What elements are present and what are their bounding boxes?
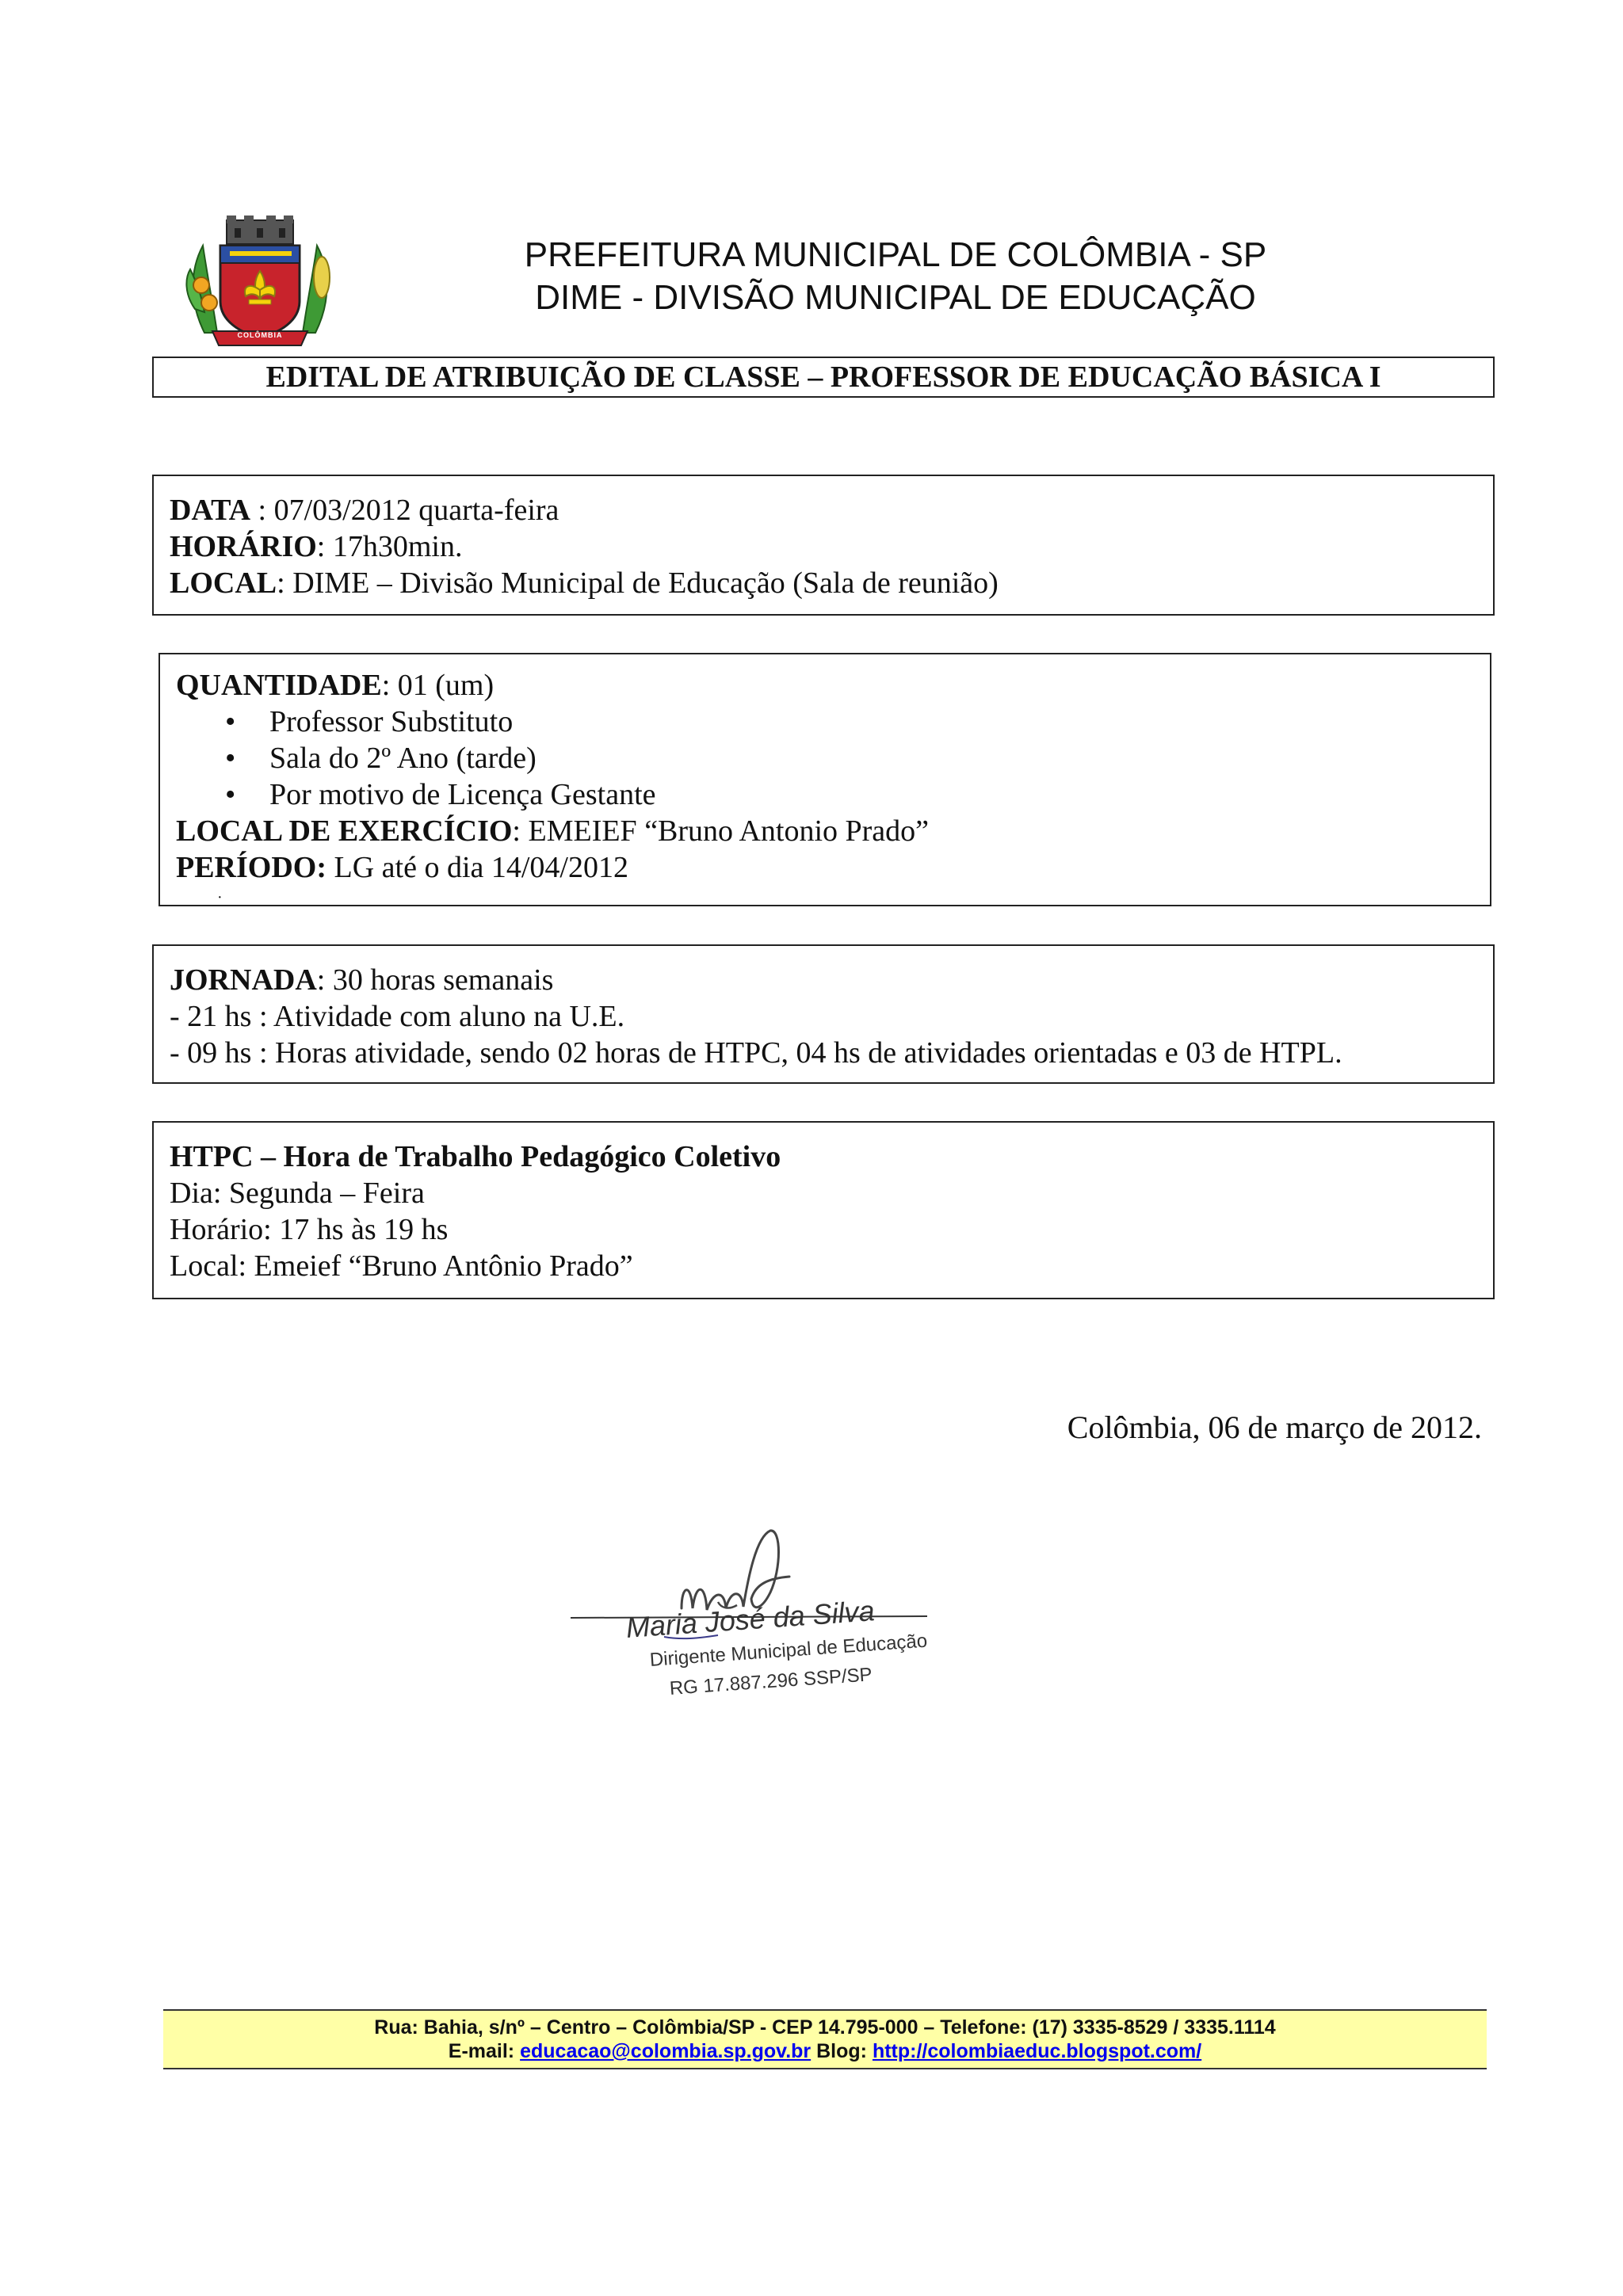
htpc-dia: Dia: Segunda – Feira (170, 1177, 425, 1210)
local-label: LOCAL (170, 566, 277, 600)
municipal-coat-of-arms-icon (181, 214, 339, 350)
htpc-title-text: HTPC – Hora de Trabalho Pedagógico Coletivo (170, 1140, 781, 1173)
periodo-label: PERÍODO: (176, 851, 327, 884)
horario-row (170, 528, 1493, 565)
list-item: • Por motivo de Licença Gestante (269, 776, 1490, 813)
local-row (170, 565, 1493, 601)
htpc-local: Local: Emeief “Bruno Antônio Prado” (170, 1249, 633, 1283)
email-label: E-mail: (448, 2040, 515, 2062)
position-info-box (158, 653, 1491, 906)
htpc-horario: Horário: 17 hs às 19 hs (170, 1213, 449, 1246)
local-value: : DIME – Divisão Municipal de Educação (Sala de reunião) (277, 566, 999, 600)
data-row (170, 492, 1493, 528)
periodo-value: LG até o dia 14/04/2012 (327, 851, 628, 884)
signatory-name: Maria José da Silva (624, 1594, 876, 1644)
quantidade-row (176, 667, 1490, 704)
local-exercicio-label: LOCAL DE EXERCÍCIO (176, 814, 513, 848)
jornada-row (170, 962, 1493, 998)
footer-contact (163, 2039, 1487, 2063)
htpc-title (170, 1138, 1493, 1175)
crest-label: COLÔMBIA (237, 331, 283, 339)
workload-box (152, 944, 1495, 1084)
horario-label: HORÁRIO (170, 530, 317, 563)
footer (163, 2009, 1487, 2069)
htpc-box (152, 1121, 1495, 1299)
local-exercicio-row (176, 813, 1490, 849)
document-title: EDITAL DE ATRIBUIÇÃO DE CLASSE – PROFESSOR DE EDUCAÇÃO BÁSICA I (152, 357, 1495, 398)
footer-address: Rua: Bahia, s/nº – Centro – Colômbia/SP - CEP 14.795-000 – Telefone: (17) 3335-8529 / 3335.1114 (374, 2016, 1276, 2039)
signatory-rg: RG 17.887.296 SSP/SP (669, 1664, 873, 1699)
header-line-1: PREFEITURA MUNICIPAL DE COLÔMBIA - SP (524, 235, 1267, 274)
workload-line-3: - 09 hs : Horas atividade, sendo 02 horas de HTPC, 04 hs de atividades orientadas e 03 de HTPL. (170, 1036, 1342, 1070)
date-line: Colômbia, 06 de março de 2012. (1067, 1409, 1482, 1445)
quantidade-value: : 01 (um) (381, 669, 495, 702)
stray-mark: · (217, 889, 223, 906)
position-bullet-list (176, 704, 1490, 813)
blog-link[interactable]: http://colombiaeduc.blogspot.com/ (872, 2040, 1202, 2062)
workload-line-2: - 21 hs : Atividade com aluno na U.E. (170, 1000, 625, 1033)
jornada-label: JORNADA (170, 963, 317, 997)
signatory-role: Dirigente Municipal de Educação (649, 1630, 928, 1671)
periodo-row (176, 849, 1490, 886)
horario-value: : 17h30min. (316, 530, 463, 563)
list-item: • Sala do 2º Ano (tarde) (269, 740, 1490, 776)
data-value: : 07/03/2012 quarta-feira (250, 494, 559, 527)
meeting-info-box (152, 475, 1495, 616)
blog-label: Blog: (816, 2040, 867, 2062)
header-line-2: DIME - DIVISÃO MUNICIPAL DE EDUCAÇÃO (535, 278, 1256, 317)
list-item: • Professor Substituto (269, 704, 1490, 740)
data-label: DATA (170, 494, 251, 527)
email-link[interactable]: educacao@colombia.sp.gov.br (520, 2040, 812, 2062)
quantidade-label: QUANTIDADE (176, 669, 382, 702)
local-exercicio-value: : EMEIEF “Bruno Antonio Prado” (512, 814, 930, 848)
jornada-value: : 30 horas semanais (316, 963, 554, 997)
